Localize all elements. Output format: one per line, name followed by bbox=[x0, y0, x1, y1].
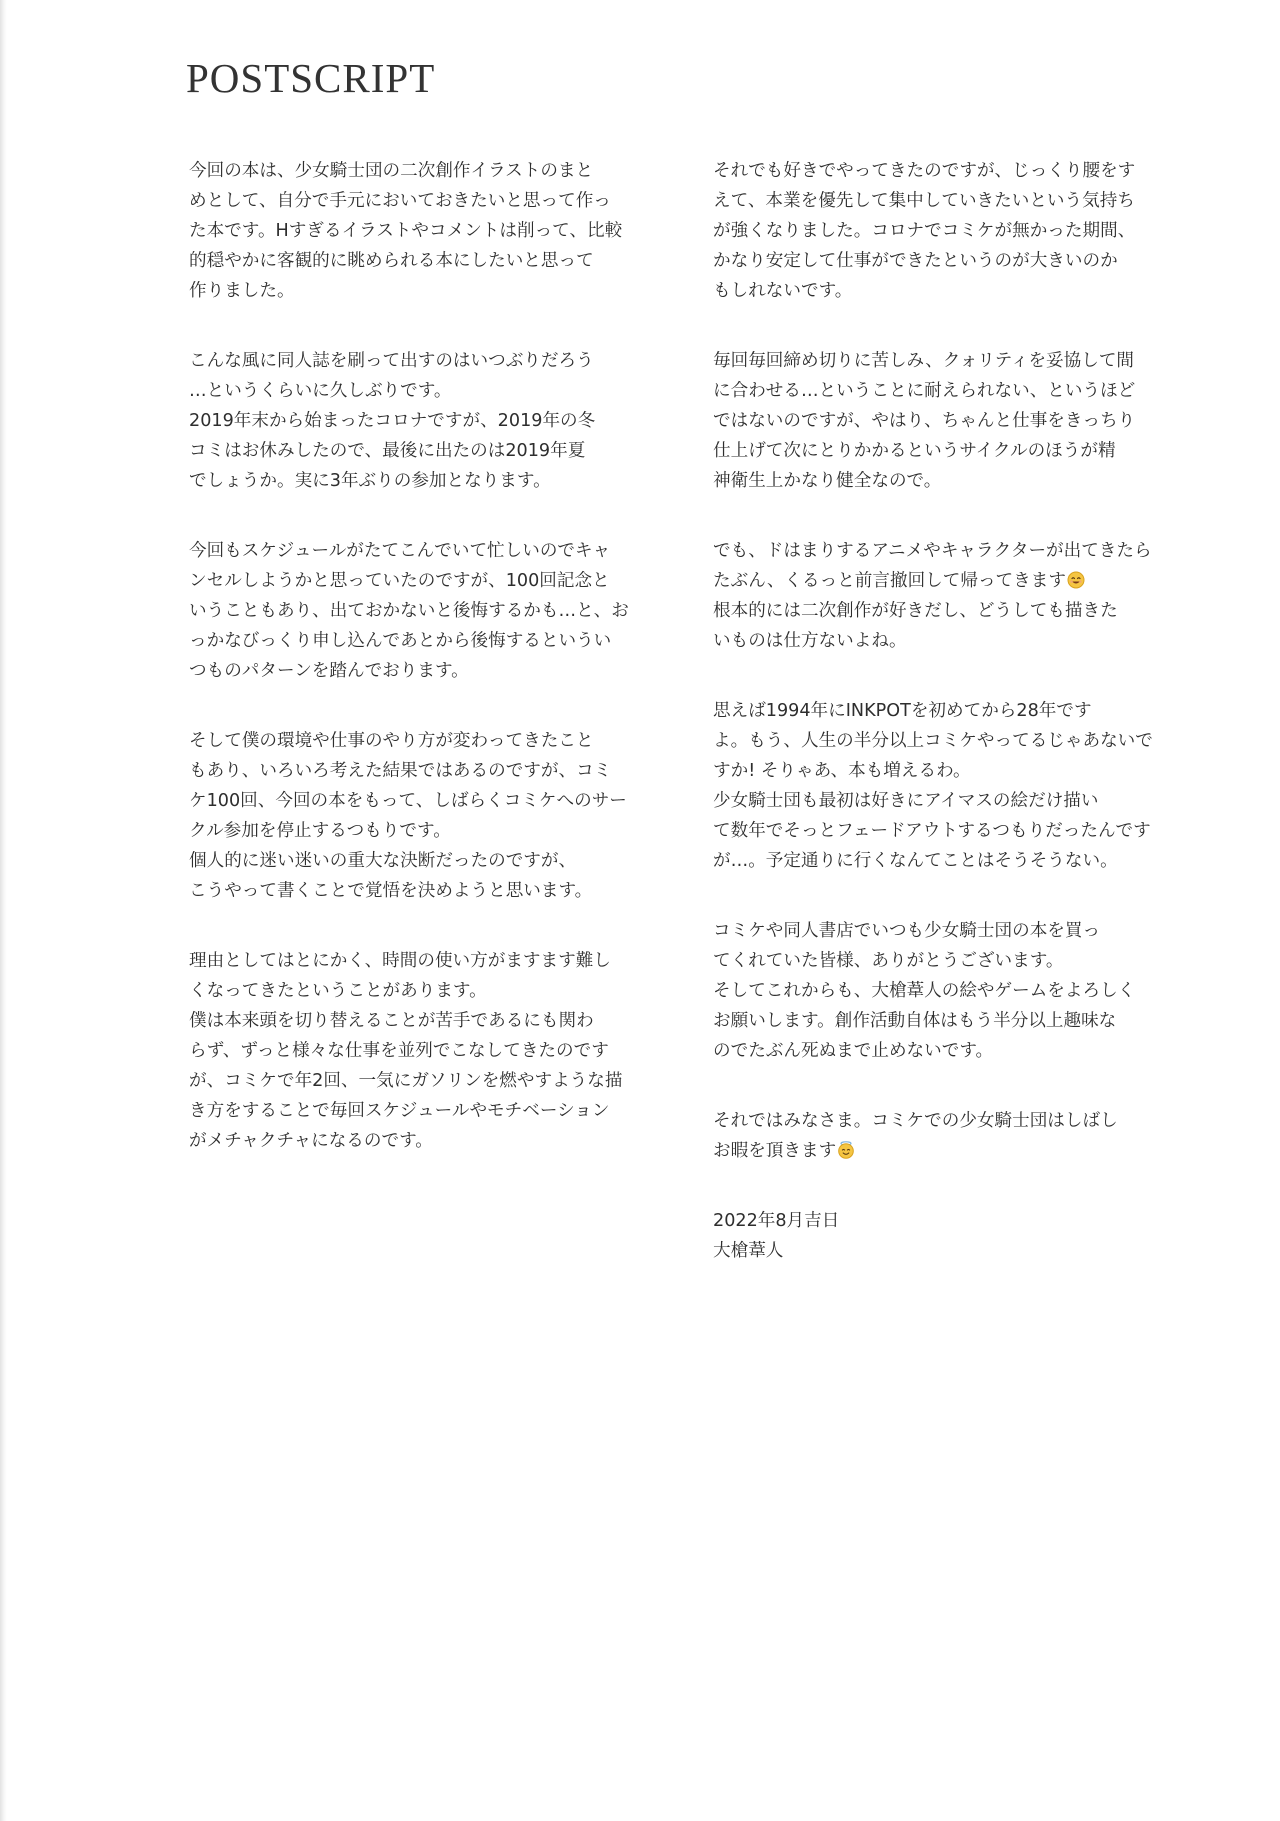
text-line: いものは仕方ないよね。 bbox=[713, 631, 907, 651]
text-line: それではみなさま。コミケでの少女騎士団はしばし bbox=[713, 1111, 1118, 1131]
text-line: コミケや同人書店でいつも少女騎士団の本を買っ bbox=[713, 921, 1101, 941]
text-line: に合わせる…ということに耐えられない、というほど bbox=[713, 381, 1136, 401]
signature-block bbox=[713, 1206, 1203, 1266]
text-line: そしてこれからも、大槍葦人の絵やゲームをよろしく bbox=[713, 981, 1136, 1001]
text-line bbox=[713, 1136, 1203, 1166]
paragraph bbox=[189, 946, 679, 1156]
text-line-content: たぶん、くるっと前言撤回して帰ってきます bbox=[713, 571, 1066, 591]
text-line: ンセルしようかと思っていたのですが、100回記念と bbox=[189, 571, 610, 591]
text-line: てくれていた皆様、ありがとうございます。 bbox=[713, 951, 1064, 971]
text-line: 仕上げて次にとりかかるというサイクルのほうが精 bbox=[713, 441, 1116, 461]
text-line: 神衛生上かなり健全なので。 bbox=[713, 471, 942, 491]
text-line: 少女騎士団も最初は好きにアイマスの絵だけ描い bbox=[713, 791, 1099, 811]
text-line: 今回の本は、少女騎士団の二次創作イラストのまと bbox=[189, 161, 594, 181]
text-line: 作りました。 bbox=[189, 281, 295, 301]
text-line: でしょうか。実に3年ぶりの参加となります。 bbox=[189, 471, 551, 491]
smiling-face-icon bbox=[1067, 571, 1085, 589]
left-column bbox=[189, 156, 679, 1196]
signature-date: 2022年8月吉日 bbox=[713, 1211, 840, 1231]
text-line: 今回もスケジュールがたてこんでいて忙しいのでキャ bbox=[189, 541, 611, 561]
text-line: こうやって書くことで覚悟を決めようと思います。 bbox=[189, 881, 593, 901]
text-line: お願いします。創作活動自体はもう半分以上趣味な bbox=[713, 1011, 1117, 1031]
page-edge bbox=[0, 0, 7, 1821]
paragraph bbox=[713, 1106, 1203, 1166]
text-line: が、コミケで年2回、一気にガソリンを燃やすような描 bbox=[189, 1071, 623, 1091]
paragraph bbox=[189, 726, 679, 906]
right-column bbox=[713, 156, 1203, 1306]
text-line: 個人的に迷い迷いの重大な決断だったのですが、 bbox=[189, 851, 577, 871]
signature-author: 大槍葦人 bbox=[713, 1241, 784, 1261]
text-line: すか! そりゃあ、本も増えるわ。 bbox=[713, 761, 971, 781]
paragraph bbox=[713, 346, 1203, 496]
text-line: コミはお休みしたので、最後に出たのは2019年夏 bbox=[189, 441, 586, 461]
text-line: らず、ずっと様々な仕事を並列でこなしてきたのです bbox=[189, 1041, 609, 1061]
text-line: っかなびっくり申し込んであとから後悔するというい bbox=[189, 631, 612, 651]
paragraph bbox=[713, 696, 1203, 876]
text-line: き方をすることで毎回スケジュールやモチベーション bbox=[189, 1101, 610, 1121]
text-line: ではないのですが、やはり、ちゃんと仕事をきっちり bbox=[713, 411, 1136, 431]
text-line: クル参加を停止するつもりです。 bbox=[189, 821, 451, 841]
paragraph bbox=[189, 156, 679, 306]
text-line: もしれないです。 bbox=[713, 281, 853, 301]
paragraph bbox=[189, 536, 679, 686]
text-line: つものパターンを踏んでおります。 bbox=[189, 661, 469, 681]
text-line: 毎回毎回締め切りに苦しみ、クォリティを妥協して間 bbox=[713, 351, 1135, 371]
text-line: がメチャクチャになるのです。 bbox=[189, 1131, 433, 1151]
paragraph bbox=[713, 536, 1203, 656]
text-line: よ。もう、人生の半分以上コミケやってるじゃあないで bbox=[713, 731, 1153, 751]
text-line bbox=[713, 566, 1203, 596]
text-line: 2019年末から始まったコロナですが、2019年の冬 bbox=[189, 411, 596, 431]
text-line: くなってきたということがあります。 bbox=[189, 981, 487, 1001]
text-line: 根本的には二次創作が好きだし、どうしても描きた bbox=[713, 601, 1118, 621]
text-line: それでも好きでやってきたのですが、じっくり腰をす bbox=[713, 161, 1136, 181]
text-line: でも、ドはまりするアニメやキャラクターが出てきたら bbox=[713, 541, 1152, 561]
text-line: こんな風に同人誌を刷って出すのはいつぶりだろう bbox=[189, 351, 594, 371]
text-line: が強くなりました。コロナでコミケが無かった期間、 bbox=[713, 221, 1136, 241]
text-line: 思えば1994年にINKPOTを初めてから28年です bbox=[713, 701, 1092, 721]
text-line: そして僕の環境や仕事のやり方が変わってきたこと bbox=[189, 731, 594, 751]
text-line: て数年でそっとフェードアウトするつもりだったんです bbox=[713, 821, 1151, 841]
page-title: POSTSCRIPT bbox=[186, 55, 436, 101]
text-line: のでたぶん死ぬまで止めないです。 bbox=[713, 1041, 994, 1061]
text-line: かなり安定して仕事ができたというのが大きいのか bbox=[713, 251, 1118, 271]
angel-face-icon bbox=[837, 1141, 855, 1159]
paragraph bbox=[713, 156, 1203, 306]
text-line: もあり、いろいろ考えた結果ではあるのですが、コミ bbox=[189, 761, 612, 781]
text-line-content: お暇を頂きます bbox=[713, 1141, 837, 1161]
text-line: いうこともあり、出ておかないと後悔するかも…と、お bbox=[189, 601, 629, 621]
text-line: えて、本業を優先して集中していきたいという気持ち bbox=[713, 191, 1135, 211]
text-line: が…。予定通りに行くなんてことはそうそうない。 bbox=[713, 851, 1118, 871]
text-line: めとして、自分で手元においておきたいと思って作っ bbox=[189, 191, 611, 211]
text-line: …というくらいに久しぶりです。 bbox=[189, 381, 452, 401]
text-line: た本です。Hすぎるイラストやコメントは削って、比較 bbox=[189, 221, 623, 241]
text-line: 的穏やかに客観的に眺められる本にしたいと思って bbox=[189, 251, 594, 271]
paragraph bbox=[189, 346, 679, 496]
text-line: 理由としてはとにかく、時間の使い方がますます難し bbox=[189, 951, 611, 971]
paragraph bbox=[713, 916, 1203, 1066]
text-line: ケ100回、今回の本をもって、しばらくコミケへのサー bbox=[189, 791, 627, 811]
text-line: 僕は本来頭を切り替えることが苦手であるにも関わ bbox=[189, 1011, 594, 1031]
